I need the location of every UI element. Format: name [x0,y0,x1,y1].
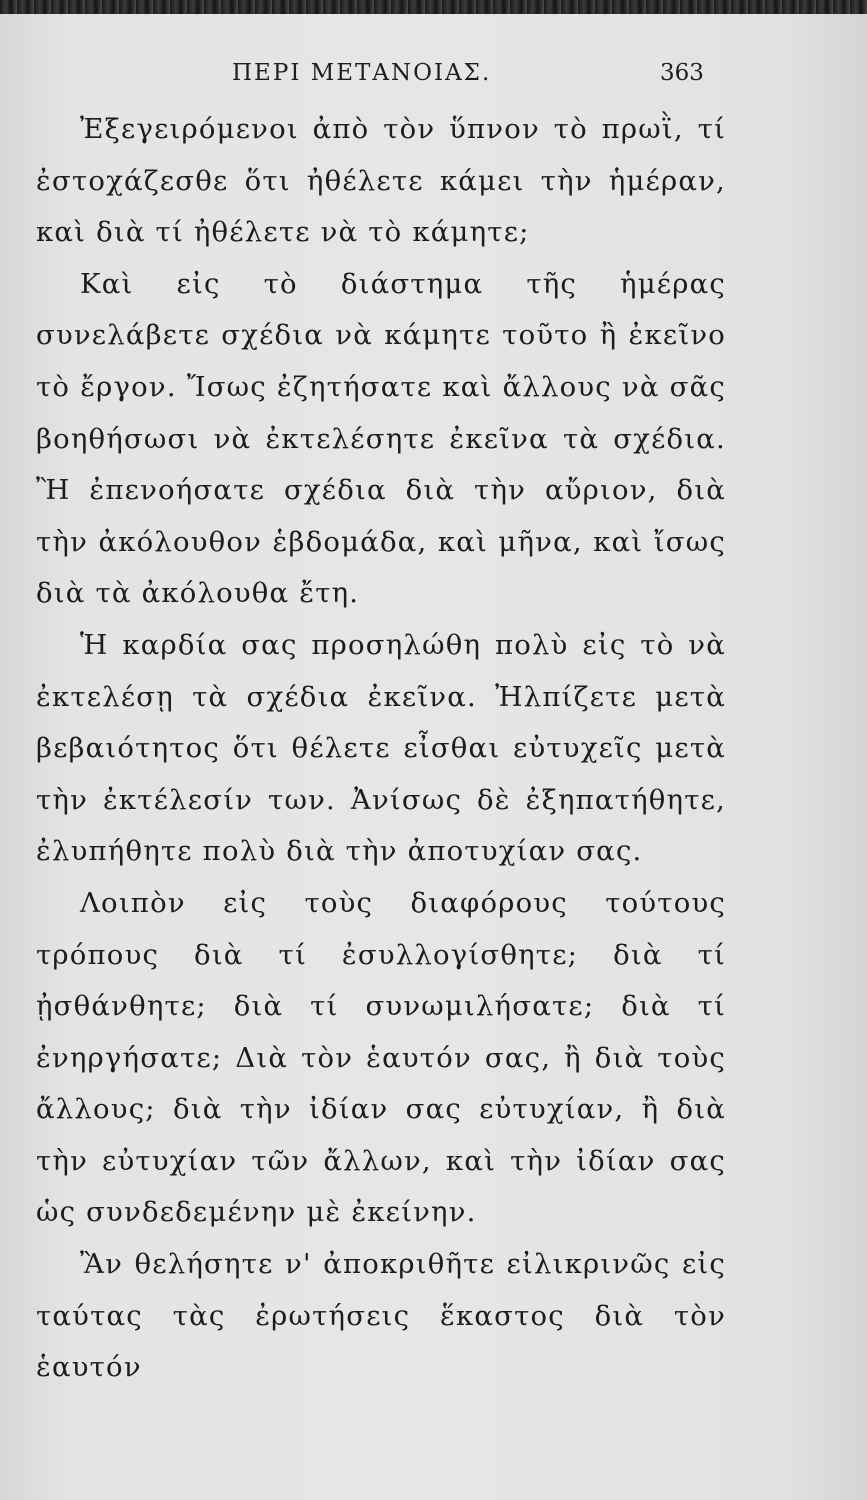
paragraph: Καὶ εἰς τὸ διάστημα τῆς ἡμέρας συνελάβετε σχέδια νὰ κάμητε τοῦτο ἢ ἐκεῖνο τὸ ἔργον. Ἴσως ἐζητήσατε καὶ ἄλλους νὰ σᾶς βοηθήσωσι νὰ ἐκτελέσητε ἐκεῖνα τὰ σχέδια. Ἢ ἐπενοήσατε σχέδια διὰ τὴν αὔριον, διὰ τὴν ἀκόλουθον ἑβδομάδα, καὶ μῆνα, καὶ ἴσως διὰ τὰ ἀκόλουθα ἔτη. [36,267,726,610]
page-number: 363 [660,60,704,86]
paragraph: Ἂν θελήσητε ν' ἀποκριθῆτε εἰλικρινῶς εἰς ταύτας τὰς ἐρωτήσεις ἕκαστος διὰ τὸν ἑαυτόν [36,1248,726,1384]
paragraph: Ἡ καρδία σας προσηλώθη πολὺ εἰς τὸ νὰ ἐκτελέσῃ τὰ σχέδια ἐκεῖνα. Ἠλπίζετε μετὰ βεβαιότητος ὅτι θέλετε εἶσθαι εὐτυχεῖς μετὰ τὴν ἐκτέλεσίν των. Ἀνίσως δὲ ἐξηπατήθητε, ἐλυπήθητε πολὺ διὰ τὴν ἀποτυχίαν σας. [36,628,726,868]
page-header [0,58,867,98]
paragraph: Ἐξεγειρόμενοι ἀπὸ τὸν ὕπνον τὸ πρωῒ, τί ἐστοχάζεσθε ὅτι ἠθέλετε κάμει τὴν ἡμέραν, καὶ διὰ τί ἠθέλετε νὰ τὸ κάμητε; [36,113,726,249]
body-text [36,104,726,1394]
paragraph: Λοιπὸν εἰς τοὺς διαφόρους τούτους τρόπους διὰ τί ἐσυλλογίσθητε; διὰ τί ᾐσθάνθητε; διὰ τί συνωμιλήσατε; διὰ τί ἐνηργήσατε; Διὰ τὸν ἑαυτόν σας, ἢ διὰ τοὺς ἄλλους; διὰ τὴν ἰδίαν σας εὐτυχίαν, ἢ διὰ τὴν εὐτυχίαν τῶν ἄλλων, καὶ τὴν ἰδίαν σας ὡς συνδεδεμένην μὲ ἐκείνην. [36,886,726,1229]
page-top-edge [0,0,867,14]
running-title: ΠΕΡΙ ΜΕΤΑΝΟΙΑΣ. [232,60,492,86]
